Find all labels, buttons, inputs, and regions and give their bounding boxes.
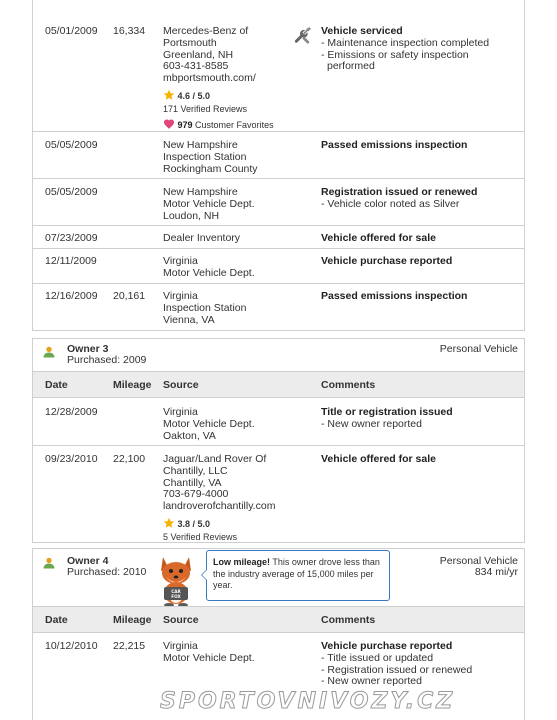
source-line: Inspection Station bbox=[163, 301, 247, 314]
comment-title: Passed emissions inspection bbox=[321, 290, 468, 302]
comment-item: - Title issued or updated bbox=[321, 651, 434, 664]
source-line: Motor Vehicle Dept. bbox=[163, 651, 255, 664]
site-watermark: SPORTOVNIVOZY.CZ bbox=[160, 689, 456, 714]
person-icon bbox=[43, 557, 55, 569]
rating-value: 4.6 / 5.0 bbox=[177, 90, 211, 101]
dealer-rating[interactable] bbox=[163, 517, 313, 529]
row-date: 12/16/2009 bbox=[45, 290, 98, 302]
source-line: New Hampshire bbox=[163, 186, 238, 198]
owner-purchased: Purchased: 2010 bbox=[67, 566, 147, 578]
source-line: Virginia bbox=[163, 406, 198, 418]
row-date: 05/05/2009 bbox=[45, 186, 98, 198]
comment-title: Vehicle serviced bbox=[321, 25, 403, 37]
row-mileage: 16,334 bbox=[113, 25, 146, 37]
row-date: 12/11/2009 bbox=[45, 255, 97, 267]
header-date: Date bbox=[45, 379, 68, 391]
source-line: Inspection Station bbox=[163, 150, 247, 163]
owner-purchased: Purchased: 2009 bbox=[67, 354, 147, 366]
row-comments bbox=[321, 641, 521, 688]
row-comments bbox=[321, 140, 521, 152]
row-date: 12/28/2009 bbox=[45, 406, 98, 418]
comment-title: Registration issued or renewed bbox=[321, 186, 478, 198]
header-date: Date bbox=[45, 614, 68, 626]
tooltip-arrow-inner bbox=[202, 570, 207, 580]
row-comments bbox=[321, 454, 521, 466]
history-row bbox=[33, 226, 524, 249]
comment-title: Vehicle offered for sale bbox=[321, 453, 436, 465]
dealer-phone-link[interactable]: 603-431-8585 bbox=[163, 60, 229, 73]
star-icon bbox=[163, 517, 175, 529]
row-date: 09/23/2010 bbox=[45, 453, 98, 465]
row-source bbox=[163, 140, 313, 175]
source-line: Portsmouth bbox=[163, 36, 217, 49]
comment-item: - New owner reported bbox=[321, 417, 422, 430]
dealer-website-link[interactable]: mbportsmouth.com/ bbox=[163, 72, 256, 84]
star-icon bbox=[163, 89, 175, 101]
fox-sign-line-2: FOX bbox=[171, 594, 181, 599]
table-header bbox=[33, 371, 524, 398]
source-line: Chantilly, LLC bbox=[163, 464, 228, 477]
row-source bbox=[163, 641, 313, 665]
header-mileage: Mileage bbox=[113, 614, 152, 626]
row-source bbox=[163, 233, 313, 245]
row-mileage: 22,100 bbox=[113, 453, 146, 465]
row-source bbox=[163, 26, 313, 130]
row-date: 07/23/2009 bbox=[45, 232, 98, 244]
comment-title: Vehicle purchase reported bbox=[321, 255, 453, 267]
comment-title: Vehicle purchase reported bbox=[321, 640, 453, 652]
source-line: Rockingham County bbox=[163, 162, 258, 175]
row-source bbox=[163, 291, 313, 326]
tooltip-text: This owner drove less than the industry average of 15,000 miles per year. bbox=[213, 557, 380, 591]
source-line: Vienna, VA bbox=[163, 313, 215, 326]
wrench-screwdriver-icon bbox=[293, 25, 313, 45]
header-source: Source bbox=[163, 614, 199, 626]
dealer-website-link[interactable]: landroverofchantilly.com bbox=[163, 500, 276, 512]
owner-name: Owner 4 bbox=[67, 555, 109, 567]
customer-favorites bbox=[163, 118, 313, 130]
header-mileage: Mileage bbox=[113, 379, 152, 391]
row-comments bbox=[321, 407, 521, 431]
verified-reviews-link[interactable]: 171 Verified Reviews bbox=[163, 103, 248, 114]
source-line: Virginia bbox=[163, 255, 198, 267]
table-header bbox=[33, 606, 524, 633]
fox-sign-line-1: CAR bbox=[171, 589, 181, 594]
row-source bbox=[163, 454, 313, 542]
owner-header bbox=[33, 339, 524, 371]
rating-value: 3.8 / 5.0 bbox=[177, 518, 211, 529]
owner-mileage-rate: 834 mi/yr bbox=[474, 566, 518, 578]
comment-title: Vehicle offered for sale bbox=[321, 232, 436, 244]
comment-item: - Emissions or safety inspection performed bbox=[321, 48, 469, 73]
source-line: Virginia bbox=[163, 290, 198, 302]
person-icon bbox=[43, 346, 55, 358]
comment-title: Passed emissions inspection bbox=[321, 139, 468, 151]
favorites-count: 979 bbox=[177, 119, 193, 130]
row-comments bbox=[321, 26, 521, 73]
history-row bbox=[33, 132, 524, 179]
history-row bbox=[33, 398, 524, 446]
source-line: Mercedes-Benz of bbox=[163, 25, 249, 37]
source-line: Virginia bbox=[163, 640, 198, 652]
row-date: 05/01/2009 bbox=[45, 25, 98, 37]
comment-item: - Vehicle color noted as Silver bbox=[321, 197, 460, 210]
row-comments bbox=[321, 233, 521, 245]
verified-reviews-link[interactable]: 5 Verified Reviews bbox=[163, 531, 238, 542]
owner-vehicle-type: Personal Vehicle bbox=[439, 343, 518, 355]
comment-item: - Registration issued or renewed bbox=[321, 663, 473, 676]
row-source bbox=[163, 187, 313, 222]
tooltip-highlight: Low mileage! bbox=[213, 557, 271, 567]
row-comments bbox=[321, 291, 521, 303]
source-line: Chantilly, VA bbox=[163, 476, 222, 489]
source-line: Jaguar/Land Rover Of bbox=[163, 453, 267, 465]
header-comments: Comments bbox=[321, 614, 376, 626]
row-date: 05/05/2009 bbox=[45, 139, 98, 151]
owner-2-history-card bbox=[32, 0, 525, 331]
source-line: Oakton, VA bbox=[163, 429, 216, 442]
source-line: Motor Vehicle Dept. bbox=[163, 197, 255, 210]
row-comments bbox=[321, 256, 521, 268]
header-comments: Comments bbox=[321, 379, 376, 391]
owner-vehicle-type: Personal Vehicle bbox=[439, 555, 518, 567]
owner-name: Owner 3 bbox=[67, 343, 109, 355]
source-line: Motor Vehicle Dept. bbox=[163, 266, 255, 279]
low-mileage-tooltip bbox=[206, 550, 390, 601]
history-row bbox=[33, 446, 524, 543]
history-row bbox=[33, 284, 524, 330]
history-row bbox=[33, 0, 524, 132]
row-source bbox=[163, 256, 313, 280]
comment-item: - New owner reported bbox=[321, 675, 422, 688]
heart-icon bbox=[163, 118, 175, 130]
history-row bbox=[33, 179, 524, 226]
source-line: New Hampshire bbox=[163, 139, 238, 151]
favorites-label: Customer Favorites bbox=[192, 119, 274, 130]
row-comments bbox=[321, 187, 521, 211]
dealer-phone-link[interactable]: 703-679-4000 bbox=[163, 488, 229, 501]
row-date: 10/12/2010 bbox=[45, 640, 98, 652]
comment-item: - Maintenance inspection completed bbox=[321, 36, 490, 49]
source-line: Greenland, NH bbox=[163, 48, 234, 61]
comment-items bbox=[321, 38, 521, 73]
dealer-rating[interactable] bbox=[163, 89, 313, 101]
header-source: Source bbox=[163, 379, 199, 391]
owner-3-card bbox=[32, 338, 525, 543]
row-mileage: 22,215 bbox=[113, 640, 146, 652]
history-row bbox=[33, 249, 524, 284]
comment-title: Title or registration issued bbox=[321, 406, 453, 418]
source-line: Dealer Inventory bbox=[163, 232, 241, 244]
carfox-mascot bbox=[151, 553, 201, 607]
source-line: Motor Vehicle Dept. bbox=[163, 417, 255, 430]
row-source bbox=[163, 407, 313, 442]
source-line: Loudon, NH bbox=[163, 209, 220, 222]
row-mileage: 20,161 bbox=[113, 290, 146, 302]
